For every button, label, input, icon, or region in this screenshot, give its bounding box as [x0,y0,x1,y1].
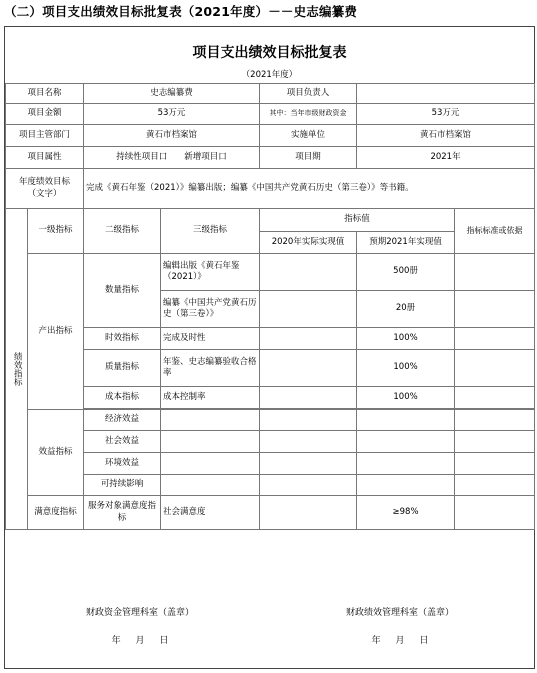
goal-label-line1: 年度绩效目标 [19,177,71,188]
social-basis [455,431,535,453]
label-attribute: 项目属性 [6,147,84,169]
environmental-benefit: 环境效益 [84,453,161,475]
timeliness-2020 [260,328,357,350]
sustainable-2021 [357,475,455,496]
indicators-side-label: 绩效指标 [6,209,28,530]
timeliness-level3: 完成及时性 [161,328,260,350]
label-impl-unit: 实施单位 [260,125,357,147]
environment-level3 [161,453,260,475]
social-2020 [260,431,357,453]
cost-level3: 成本控制率 [161,387,260,409]
row-cost [6,387,535,409]
value-project-owner [357,84,535,104]
row-indicator-header-1 [6,209,535,232]
satisfaction-level3: 社会满意度 [161,496,260,530]
output-indicator: 产出指标 [28,254,84,410]
header-2020: 2020年实际实现值 [260,232,357,254]
header-level2: 二级指标 [84,209,161,254]
label-annual-goal [6,169,84,209]
economic-2021 [357,410,455,431]
value-department: 黄石市档案馆 [84,125,260,147]
satisfaction-2020 [260,496,357,530]
quantity-2-2020 [260,291,357,328]
economic-2020 [260,410,357,431]
satisfaction-2021: ≥98% [357,496,455,530]
social-benefit: 社会效益 [84,431,161,453]
quality-level3: 年鉴、史志编纂验收合格率 [161,350,260,387]
value-attribute: 持续性项目口 新增项目口 [84,147,260,169]
cost-basis [455,387,535,409]
row-amount [6,104,535,125]
row-quantity-1 [6,254,535,291]
row-satisfaction [6,496,535,530]
perf-dept-date: 年 月 日 [371,636,429,646]
value-amount: 53万元 [84,104,260,125]
label-city-fund: 其中：当年市级财政资金 [260,104,357,125]
header-2021: 预期2021年实现值 [357,232,455,254]
environment-2020 [260,453,357,475]
social-2021 [357,431,455,453]
row-quality [6,350,535,387]
sustainable-2020 [260,475,357,496]
quantity-2-2021: 20册 [357,291,455,328]
row-project-name [6,84,535,104]
signature-area [5,599,534,659]
quantity-1-level3: 编辑出版《黄石年鉴（2021）》 [161,254,260,291]
row-environment [6,453,535,475]
quality-2021: 100% [357,350,455,387]
economic-benefit: 经济效益 [84,410,161,431]
goal-label-line2: （文字） [27,188,62,199]
perf-dept-seal: 财政绩效管理科室（盖章） [345,608,454,618]
sustainable-impact: 可持续影响 [84,475,161,496]
sustainable-level3 [161,475,260,496]
label-period: 项目期 [260,147,357,169]
quantity-2-level3: 编纂《中国共产党黄石历史（第三卷）》 [161,291,260,328]
fund-dept-seal: 财政资金管理科室（盖章） [85,608,194,618]
value-city-fund: 53万元 [357,104,535,125]
header-basis: 指标标准或依据 [455,209,535,254]
row-economic [6,410,535,431]
row-department [6,125,535,147]
cost-2020 [260,387,357,409]
effect-indicator: 效益指标 [28,410,84,496]
label-project-name: 项目名称 [6,84,84,104]
timeliness-indicator: 时效指标 [84,328,161,350]
environment-basis [455,453,535,475]
timeliness-2021: 100% [357,328,455,350]
satisfaction-basis [455,496,535,530]
quality-indicator: 质量指标 [84,350,161,387]
quantity-1-2021: 500册 [357,254,455,291]
value-project-name: 史志编纂费 [84,84,260,104]
label-project-owner: 项目负责人 [260,84,357,104]
cost-2021: 100% [357,387,455,409]
row-social [6,431,535,453]
header-value: 指标值 [260,209,455,232]
quality-2020 [260,350,357,387]
row-timeliness [6,328,535,350]
row-annual-goal [6,169,535,209]
sustainable-basis [455,475,535,496]
label-department: 项目主管部门 [6,125,84,147]
form-year: （2021年度） [241,70,298,80]
value-annual-goal: 完成《黄石年鉴（2021）》编纂出版；编纂《中国共产党黄石历史（第三卷）》等书籍。 [84,169,535,209]
header-level3: 三级指标 [161,209,260,254]
row-sustainable [6,475,535,496]
value-period: 2021年 [357,147,535,169]
approval-table [5,83,535,530]
satisfaction-level2: 服务对象满意度指标 [84,496,161,530]
header-level1: 一级指标 [28,209,84,254]
label-amount: 项目金额 [6,104,84,125]
economic-level3 [161,410,260,431]
satisfaction-indicator: 满意度指标 [28,496,84,530]
approval-form [4,26,535,669]
quantity-1-basis [455,254,535,291]
social-level3 [161,431,260,453]
quality-basis [455,350,535,387]
environment-2021 [357,453,455,475]
row-attribute [6,147,535,169]
page-heading: （二）项目支出绩效目标批复表（2021年度）－－史志编纂费 [4,4,358,19]
value-impl-unit: 黄石市档案馆 [357,125,535,147]
form-title: 项目支出绩效目标批复表 [192,45,347,61]
quantity-2-basis [455,291,535,328]
fund-dept-date: 年 月 日 [111,636,169,646]
quantity-1-2020 [260,254,357,291]
cost-indicator: 成本指标 [84,387,161,409]
timeliness-basis [455,328,535,350]
quantity-indicator: 数量指标 [84,254,161,328]
economic-basis [455,410,535,431]
